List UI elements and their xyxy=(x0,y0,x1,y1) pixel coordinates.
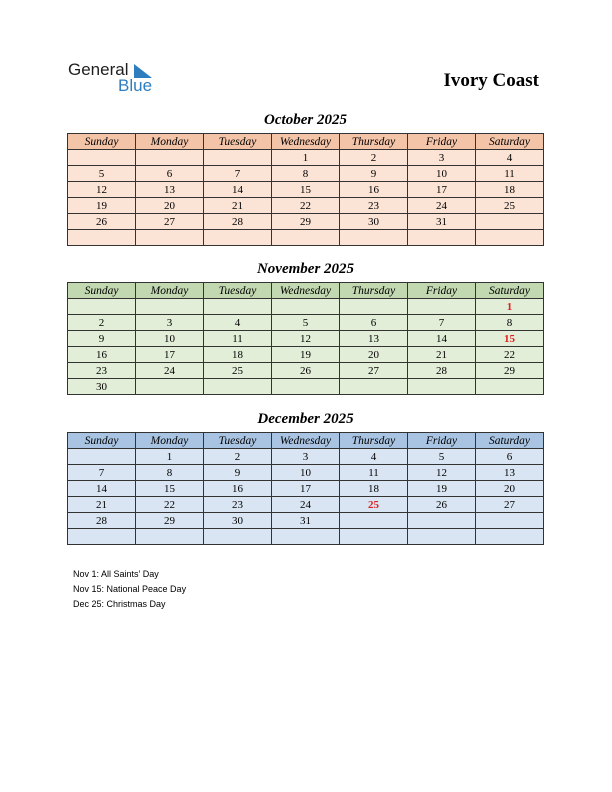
day-cell: 17 xyxy=(408,182,476,198)
day-cell: 28 xyxy=(204,214,272,230)
weekday-header: Sunday xyxy=(68,134,136,150)
week-row xyxy=(68,363,544,379)
weekday-header: Thursday xyxy=(340,283,408,299)
week-row xyxy=(68,198,544,214)
weekday-header: Wednesday xyxy=(272,283,340,299)
day-cell: 18 xyxy=(476,182,544,198)
day-cell: 24 xyxy=(408,198,476,214)
holiday-day-cell: 25 xyxy=(340,497,408,513)
day-cell: 10 xyxy=(272,465,340,481)
day-cell: 3 xyxy=(408,150,476,166)
day-cell: 22 xyxy=(272,198,340,214)
day-cell xyxy=(476,529,544,545)
week-row xyxy=(68,182,544,198)
weekday-header: Saturday xyxy=(476,134,544,150)
day-cell: 17 xyxy=(272,481,340,497)
day-cell: 17 xyxy=(136,347,204,363)
day-cell xyxy=(68,230,136,246)
day-cell xyxy=(340,529,408,545)
day-cell: 21 xyxy=(68,497,136,513)
day-cell: 7 xyxy=(408,315,476,331)
day-cell: 4 xyxy=(476,150,544,166)
day-cell: 12 xyxy=(408,465,476,481)
holiday-note: Nov 1: All Saints’ Day xyxy=(73,569,159,579)
day-cell: 24 xyxy=(272,497,340,513)
day-cell: 23 xyxy=(68,363,136,379)
calendar-november xyxy=(67,282,544,395)
day-cell: 9 xyxy=(340,166,408,182)
weekday-header: Friday xyxy=(408,433,476,449)
day-cell xyxy=(340,299,408,315)
day-cell: 1 xyxy=(136,449,204,465)
day-cell: 19 xyxy=(272,347,340,363)
day-cell: 2 xyxy=(204,449,272,465)
weekday-header-row xyxy=(68,433,544,449)
week-row xyxy=(68,214,544,230)
day-cell: 10 xyxy=(136,331,204,347)
day-cell: 25 xyxy=(476,198,544,214)
week-row xyxy=(68,166,544,182)
day-cell: 16 xyxy=(340,182,408,198)
day-cell: 5 xyxy=(68,166,136,182)
day-cell: 29 xyxy=(476,363,544,379)
day-cell: 6 xyxy=(476,449,544,465)
day-cell xyxy=(204,529,272,545)
day-cell xyxy=(204,230,272,246)
day-cell: 1 xyxy=(272,150,340,166)
day-cell xyxy=(272,230,340,246)
weekday-header: Wednesday xyxy=(272,433,340,449)
weekday-header: Sunday xyxy=(68,283,136,299)
country-title: Ivory Coast xyxy=(443,70,539,91)
day-cell xyxy=(408,230,476,246)
day-cell: 20 xyxy=(136,198,204,214)
day-cell xyxy=(272,379,340,395)
day-cell xyxy=(136,230,204,246)
day-cell: 18 xyxy=(204,347,272,363)
day-cell: 27 xyxy=(340,363,408,379)
day-cell: 11 xyxy=(340,465,408,481)
week-row xyxy=(68,513,544,529)
day-cell xyxy=(68,299,136,315)
day-cell xyxy=(408,379,476,395)
day-cell: 26 xyxy=(272,363,340,379)
day-cell xyxy=(476,214,544,230)
month-title-november: November 2025 xyxy=(256,261,355,277)
day-cell: 16 xyxy=(204,481,272,497)
week-row xyxy=(68,315,544,331)
day-cell xyxy=(136,529,204,545)
day-cell xyxy=(408,529,476,545)
calendar-october xyxy=(67,133,544,246)
week-row xyxy=(68,449,544,465)
weekday-header: Saturday xyxy=(476,283,544,299)
day-cell: 9 xyxy=(68,331,136,347)
holiday-note: Dec 25: Christmas Day xyxy=(73,599,166,609)
day-cell xyxy=(136,379,204,395)
day-cell: 5 xyxy=(408,449,476,465)
day-cell: 26 xyxy=(408,497,476,513)
week-row xyxy=(68,331,544,347)
day-cell xyxy=(136,150,204,166)
weekday-header: Thursday xyxy=(340,134,408,150)
day-cell xyxy=(476,230,544,246)
day-cell: 26 xyxy=(68,214,136,230)
day-cell: 9 xyxy=(204,465,272,481)
day-cell: 4 xyxy=(204,315,272,331)
weekday-header: Friday xyxy=(408,283,476,299)
month-title-october: October 2025 xyxy=(264,112,347,128)
day-cell: 12 xyxy=(272,331,340,347)
day-cell: 16 xyxy=(68,347,136,363)
day-cell: 30 xyxy=(340,214,408,230)
week-row xyxy=(68,379,544,395)
weekday-header: Tuesday xyxy=(204,134,272,150)
day-cell: 8 xyxy=(136,465,204,481)
week-row xyxy=(68,497,544,513)
day-cell xyxy=(68,150,136,166)
day-cell: 27 xyxy=(476,497,544,513)
weekday-header: Friday xyxy=(408,134,476,150)
day-cell xyxy=(408,299,476,315)
day-cell: 6 xyxy=(136,166,204,182)
day-cell: 11 xyxy=(204,331,272,347)
day-cell: 8 xyxy=(272,166,340,182)
day-cell: 19 xyxy=(408,481,476,497)
day-cell: 23 xyxy=(340,198,408,214)
day-cell: 7 xyxy=(68,465,136,481)
day-cell: 18 xyxy=(340,481,408,497)
weekday-header: Monday xyxy=(136,134,204,150)
day-cell: 3 xyxy=(272,449,340,465)
day-cell: 22 xyxy=(136,497,204,513)
day-cell: 13 xyxy=(476,465,544,481)
day-cell xyxy=(340,379,408,395)
day-cell: 21 xyxy=(204,198,272,214)
day-cell: 28 xyxy=(68,513,136,529)
day-cell: 20 xyxy=(476,481,544,497)
day-cell xyxy=(476,513,544,529)
weekday-header: Wednesday xyxy=(272,134,340,150)
day-cell: 3 xyxy=(136,315,204,331)
weekday-header-row xyxy=(68,283,544,299)
week-row xyxy=(68,481,544,497)
day-cell: 12 xyxy=(68,182,136,198)
day-cell: 25 xyxy=(204,363,272,379)
day-cell: 2 xyxy=(68,315,136,331)
day-cell: 15 xyxy=(136,481,204,497)
day-cell xyxy=(272,529,340,545)
weekday-header: Saturday xyxy=(476,433,544,449)
day-cell: 22 xyxy=(476,347,544,363)
day-cell xyxy=(136,299,204,315)
logo xyxy=(68,60,168,96)
day-cell: 30 xyxy=(204,513,272,529)
day-cell xyxy=(204,379,272,395)
day-cell xyxy=(68,529,136,545)
day-cell xyxy=(476,379,544,395)
day-cell: 20 xyxy=(340,347,408,363)
day-cell xyxy=(204,299,272,315)
day-cell xyxy=(340,230,408,246)
day-cell: 8 xyxy=(476,315,544,331)
day-cell: 30 xyxy=(68,379,136,395)
weekday-header: Tuesday xyxy=(204,283,272,299)
calendar-december xyxy=(67,432,544,545)
day-cell: 10 xyxy=(408,166,476,182)
day-cell: 2 xyxy=(340,150,408,166)
day-cell: 29 xyxy=(272,214,340,230)
day-cell: 23 xyxy=(204,497,272,513)
day-cell: 28 xyxy=(408,363,476,379)
logo-text-blue: Blue xyxy=(118,76,153,95)
day-cell: 27 xyxy=(136,214,204,230)
month-title-december: December 2025 xyxy=(257,411,354,427)
day-cell: 31 xyxy=(272,513,340,529)
day-cell: 31 xyxy=(408,214,476,230)
weekday-header: Thursday xyxy=(340,433,408,449)
day-cell xyxy=(408,513,476,529)
holiday-notes xyxy=(73,567,186,612)
day-cell: 14 xyxy=(68,481,136,497)
day-cell: 11 xyxy=(476,166,544,182)
day-cell: 14 xyxy=(408,331,476,347)
week-row xyxy=(68,347,544,363)
day-cell: 6 xyxy=(340,315,408,331)
weekday-header: Sunday xyxy=(68,433,136,449)
weekday-header: Monday xyxy=(136,283,204,299)
week-row xyxy=(68,230,544,246)
holiday-day-cell: 15 xyxy=(476,331,544,347)
week-row xyxy=(68,150,544,166)
day-cell: 19 xyxy=(68,198,136,214)
day-cell xyxy=(340,513,408,529)
weekday-header: Monday xyxy=(136,433,204,449)
day-cell: 13 xyxy=(340,331,408,347)
week-row xyxy=(68,299,544,315)
day-cell xyxy=(204,150,272,166)
day-cell: 13 xyxy=(136,182,204,198)
day-cell: 15 xyxy=(272,182,340,198)
logo-text-general: General xyxy=(68,60,129,79)
week-row xyxy=(68,465,544,481)
day-cell: 7 xyxy=(204,166,272,182)
day-cell: 4 xyxy=(340,449,408,465)
day-cell: 24 xyxy=(136,363,204,379)
week-row xyxy=(68,529,544,545)
day-cell: 29 xyxy=(136,513,204,529)
holiday-note: Nov 15: National Peace Day xyxy=(73,584,187,594)
day-cell xyxy=(272,299,340,315)
day-cell: 14 xyxy=(204,182,272,198)
day-cell: 5 xyxy=(272,315,340,331)
holiday-day-cell: 1 xyxy=(476,299,544,315)
weekday-header: Tuesday xyxy=(204,433,272,449)
day-cell: 21 xyxy=(408,347,476,363)
weekday-header-row xyxy=(68,134,544,150)
day-cell xyxy=(68,449,136,465)
